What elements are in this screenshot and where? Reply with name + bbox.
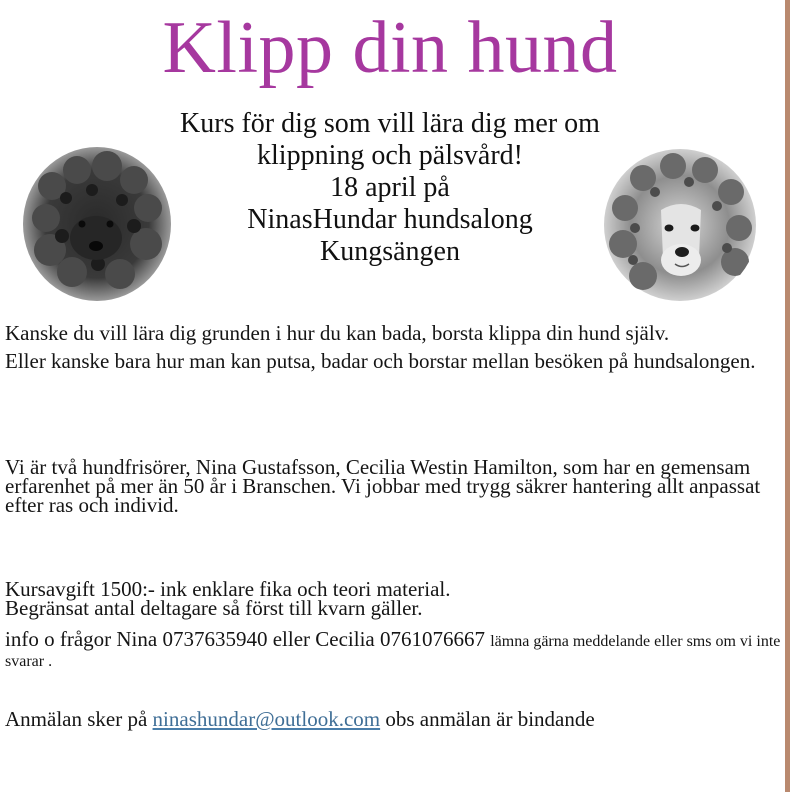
- subtitle-line-2: klippning och pälsvård!: [257, 140, 523, 171]
- course-subtitle: [100, 108, 680, 268]
- about-paragraph: Vi är två hundfrisörer, Nina Gustafsson, Cecilia Westin Hamilton, som har en gemensam erfarenhet på mer än 50 år i Branschen. Vi jobbar med trygg säkrer hantering allt anpassat efter ras och individ.: [5, 455, 761, 517]
- intro-paragraph-1: Kanske du vill lära dig grunden i hur du kan bada, borsta klippa din hund själv.: [5, 321, 670, 345]
- subtitle-line-3: 18 april på: [330, 172, 450, 203]
- intro-block: [5, 321, 783, 373]
- signup-prefix: Anmälan sker på: [5, 707, 148, 731]
- subtitle-line-5: Kungsängen: [320, 236, 460, 267]
- price-line-2: Begränsat antal deltagare så först till kvarn gäller.: [5, 596, 423, 620]
- contact-block: [5, 627, 783, 670]
- signup-email-link[interactable]: ninashundar@outlook.com: [152, 707, 381, 731]
- subtitle-line-1: Kurs för dig som vill lära dig mer om: [180, 108, 600, 139]
- grey-poodle-image: [603, 148, 758, 303]
- page-edge-strip: [785, 0, 790, 792]
- signup-suffix: obs anmälan är bindande: [385, 707, 595, 731]
- black-poodle-image: [22, 146, 172, 302]
- intro-paragraph-2: Eller kanske bara hur man kan putsa, badar och borstar mellan besöken på hundsalongen.: [5, 349, 756, 373]
- signup-block: [5, 707, 783, 731]
- contact-main: info o frågor Nina 0737635940 eller Cecilia 0761076667: [5, 627, 485, 651]
- page-title: Klipp din hund: [162, 7, 618, 89]
- price-block: [5, 577, 783, 620]
- contact-note: lämna gärna meddelande eller sms om vi inte svarar .: [5, 633, 781, 670]
- price-line-1: Kursavgift 1500:- ink enklare fika och teori material.: [5, 577, 451, 601]
- subtitle-line-4: NinasHundar hundsalong: [247, 204, 533, 235]
